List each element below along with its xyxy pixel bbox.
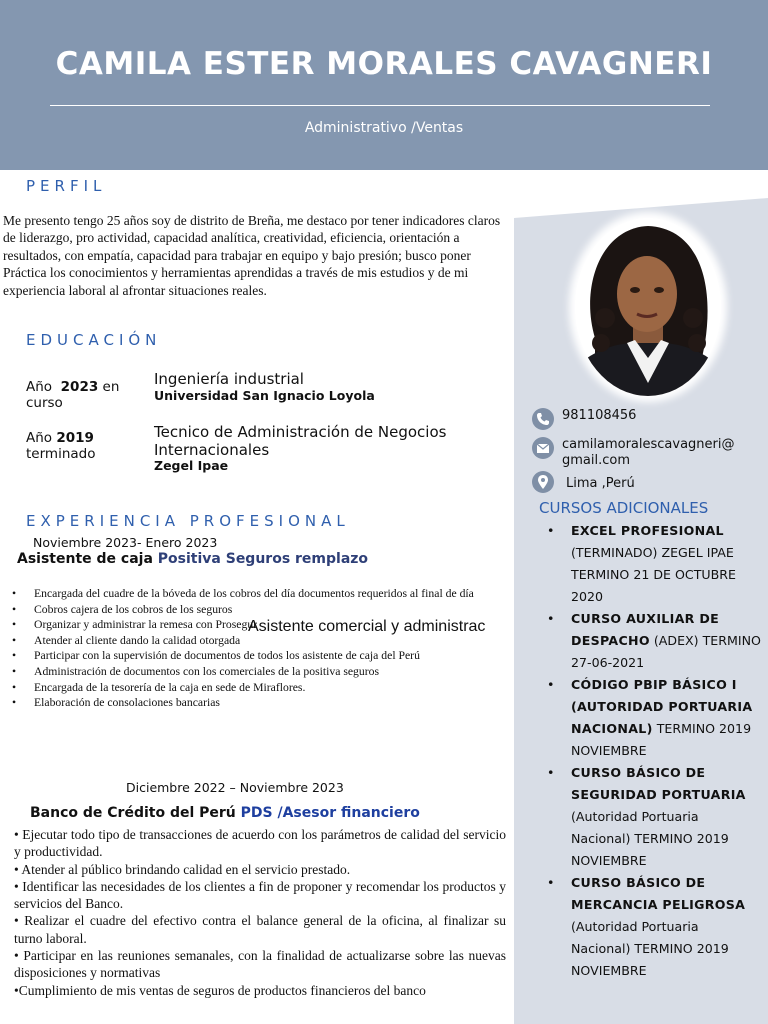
profile-photo	[575, 218, 721, 396]
list-item: • Administración de documentos con los comerciales de la positiva seguros	[12, 664, 490, 680]
email-icon	[532, 437, 554, 459]
phone-icon	[532, 408, 554, 430]
education-year-2: Año 2019 terminado	[26, 430, 96, 462]
list-item: • Encargada de la tesorería de la caja en sede de Miraflores.	[12, 680, 490, 696]
job2-dates: Diciembre 2022 – Noviembre 2023	[126, 780, 344, 795]
list-item: • Ejecutar todo tipo de transacciones de acuerdo con los parámetros de calidad del servicio y productividad.	[14, 827, 506, 860]
list-item: • Encargada del cuadre de la bóveda de los cobros del día documentos requeridos al final de día	[12, 586, 490, 602]
education-school-1: Universidad San Ignacio Loyola	[154, 388, 375, 403]
section-title-cursos: CURSOS ADICIONALES	[539, 499, 709, 517]
cursos-list	[547, 520, 761, 982]
section-title-experiencia: EXPERIENCIA PROFESIONAL	[26, 512, 350, 530]
profile-photo-illustration	[575, 218, 721, 396]
list-item: •Cumplimiento de mis ventas de seguros de productos financieros del banco	[14, 982, 426, 998]
job1-title	[17, 551, 368, 567]
list-item: • Realizar el cuadre del efectivo contra el balance general de la oficina, al finalizar su turno laboral.	[14, 913, 506, 946]
education-degree-1: Ingeniería industrial	[154, 370, 304, 388]
list-item: • EXCEL PROFESIONAL (TERMINADO) ZEGEL IPAE TERMINO 21 DE OCTUBRE 2020	[547, 520, 761, 608]
location-text: Lima ,Perú	[566, 476, 635, 491]
job1-dates: Noviembre 2023- Enero 2023	[33, 535, 218, 550]
list-item: • Atender al cliente dando la calidad otorgada	[12, 633, 490, 649]
job1-duties-list	[12, 586, 490, 711]
list-item: • Atender al público brindando calidad en el servicio prestado.	[14, 861, 351, 877]
candidate-subtitle: Administrativo /Ventas	[304, 120, 464, 136]
list-item: • CÓDIGO PBIP BÁSICO I (AUTORIDAD PORTUARIA NACIONAL) TERMINO 2019 NOVIEMBRE	[547, 674, 761, 762]
list-item: • CURSO BÁSICO DE MERCANCIA PELIGROSA (Autoridad Portuaria Nacional) TERMINO 2019 NOVIEMBRE	[547, 872, 761, 982]
header-divider	[50, 105, 710, 106]
job2-title	[30, 805, 420, 821]
perfil-paragraph-2: Práctica los conocimientos y herramientas aprendidas a través de mis estudios y de mi experiencia laboral al afrontar situaciones reales.	[3, 265, 469, 298]
overlapping-job-title: Asistente comercial y administrac	[248, 618, 486, 635]
job1-role: Asistente de caja	[17, 551, 153, 567]
perfil-text	[3, 212, 503, 299]
job2-duties	[14, 826, 506, 999]
list-item: • Participar con la supervisión de documentos de todos los asistente de caja del Perú	[12, 648, 490, 664]
section-title-perfil: PERFIL	[26, 177, 107, 195]
list-item: • CURSO AUXILIAR DE DESPACHO (ADEX) TERMINO 27-06-2021	[547, 608, 761, 674]
phone-text: 981108456	[562, 408, 637, 423]
sidebar-diagonal	[514, 198, 768, 218]
candidate-name: CAMILA ESTER MORALES CAVAGNERI	[55, 46, 713, 82]
job1-company: Positiva Seguros remplazo	[157, 551, 369, 567]
education-school-2: Zegel Ipae	[154, 458, 229, 473]
education-year-1: Año 2023 en curso	[26, 379, 120, 411]
list-item: • Participar en las reuniones semanales, con la finalidad de actualizarse sobre las nuevas disposiciones y normativas	[14, 948, 506, 981]
perfil-paragraph-1: Me presento tengo 25 años soy de distrito de Breña, me destaco por tener indicadores claros de liderazgo, pro actividad, capacidad analítica, creatividad, eficiencia, orientación a resultados, con empatía, capacidad para trabajar en equipo y bajo presión; busco poner	[3, 213, 501, 263]
job2-role: PDS /Asesor financiero	[240, 805, 420, 821]
list-item: • Identificar las necesidades de los clientes a fin de proponer y recomendar los productos y servicios del Banco.	[14, 878, 506, 912]
email-text[interactable]: camilamoralescavagneri@gmail.com	[562, 437, 735, 468]
list-item: • Organizar y administrar la remesa con Prosegur	[12, 617, 490, 633]
header-banner	[0, 0, 768, 170]
location-pin-icon	[532, 471, 554, 493]
list-item: • Elaboración de consolaciones bancarias	[12, 695, 490, 711]
section-title-educacion: EDUCACIÓN	[26, 331, 162, 349]
job2-company: Banco de Crédito del Perú	[30, 805, 236, 821]
education-degree-2: Tecnico de Administración de Negocios Internacionales	[154, 423, 447, 459]
list-item: • Cobros cajera de los cobros de los seguros	[12, 602, 490, 618]
list-item: • CURSO BÁSICO DE SEGURIDAD PORTUARIA (Autoridad Portuaria Nacional) TERMINO 2019 NOVIEMBRE	[547, 762, 761, 872]
